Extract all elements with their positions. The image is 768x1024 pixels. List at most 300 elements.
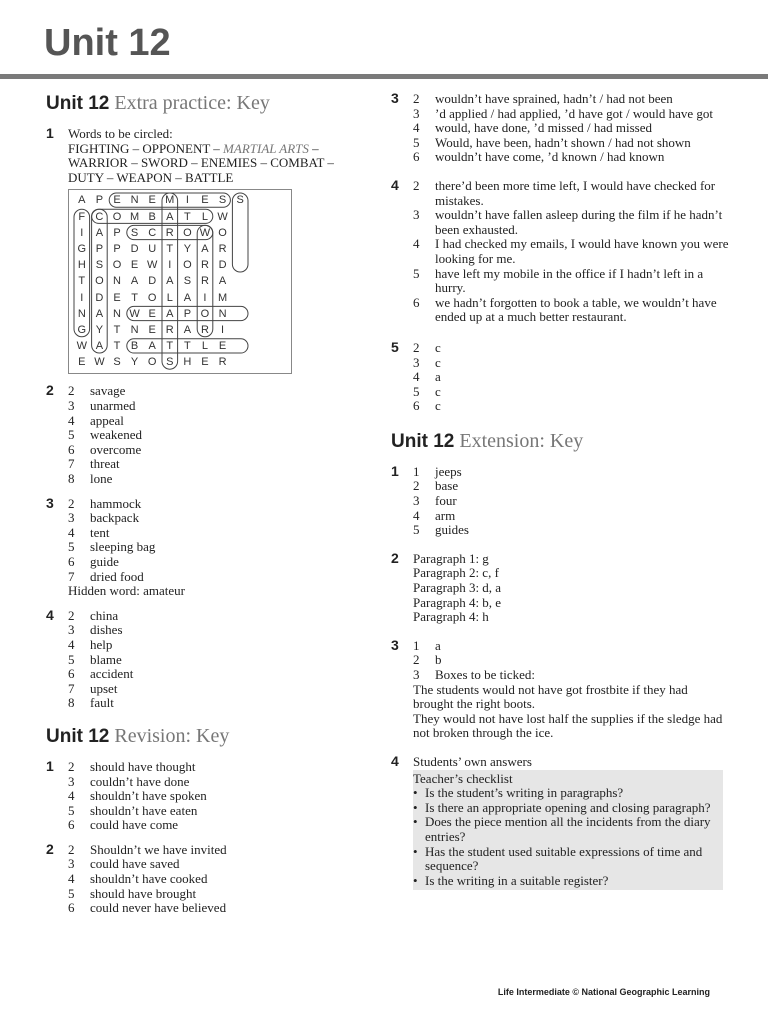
item-number: 4 (413, 236, 420, 252)
grid-letter: P (95, 242, 104, 255)
item-number: 1 (413, 463, 420, 479)
ex4-intro: Students’ own answers (413, 753, 532, 769)
extra-practice-ex2 (46, 384, 356, 486)
grid-letter: N (130, 194, 139, 207)
item-number: 6 (68, 441, 75, 457)
answer-item (68, 428, 356, 443)
checklist-text: Has the student used suitable expressions of time and sequence? (425, 843, 703, 874)
item-number: 3 (68, 398, 75, 414)
answer-list (413, 179, 731, 325)
extension-ex3 (391, 636, 731, 741)
item-answer: should have brought (90, 885, 197, 901)
item-answer: blame (90, 651, 122, 667)
item-answer: would, have done, ’d missed / had missed (435, 120, 652, 136)
grid-letter: A (166, 307, 174, 320)
exercise-number: 4 (391, 176, 399, 193)
grid-letter: W (129, 307, 140, 320)
grid-letter: L (201, 210, 209, 223)
grid-row (73, 354, 291, 370)
grid-letter: G (77, 242, 87, 255)
grid-letter: W (94, 356, 105, 369)
item-number: 3 (413, 493, 420, 509)
footer-credit: Life Intermediate © National Geographic Learning (497, 987, 710, 997)
item-answer: c (435, 398, 441, 414)
checklist-text: Does the piece mention all the incidents from the diary entries? (425, 814, 711, 844)
answer-item (68, 384, 356, 399)
extension-ex4 (391, 752, 731, 890)
item-answer: Boxes to be ticked: (435, 667, 536, 682)
grid-letter: E (78, 356, 86, 369)
item-number: 7 (68, 680, 75, 696)
item-answer: unarmed (90, 398, 136, 414)
answer-item (413, 107, 731, 122)
grid-letter: T (113, 323, 121, 336)
bullet-icon: • (413, 785, 418, 801)
item-answer: b (435, 652, 442, 668)
answer-item (413, 668, 731, 683)
answer-item (68, 804, 356, 819)
answer-line: Paragraph 3: d, a (413, 580, 502, 596)
item-number: 5 (413, 265, 420, 281)
grid-letter: I (185, 194, 189, 207)
answer-line: The students would not have got frostbite if they had brought the right boots. (413, 681, 688, 712)
ex1-words-line3: DUTY – WEAPON – BATTLE (68, 169, 234, 185)
grid-letter: A (183, 291, 192, 304)
item-number: 4 (413, 120, 420, 136)
grid-letter: O (95, 275, 104, 288)
answer-item (413, 237, 731, 266)
item-answer: couldn’t have done (90, 773, 190, 789)
item-number: 5 (68, 885, 75, 901)
checklist-item (413, 845, 719, 874)
grid-letter: A (130, 275, 139, 288)
grid-letter: E (113, 291, 121, 304)
item-number: 3 (413, 667, 420, 682)
grid-letter: D (130, 242, 139, 255)
item-answer: Shouldn’t we have invited (90, 841, 227, 857)
item-number: 4 (68, 524, 75, 540)
grid-letter: T (166, 242, 174, 255)
grid-letter: O (218, 226, 227, 239)
words-text: – (308, 140, 319, 156)
grid-letter: M (129, 210, 140, 223)
grid-letter: W (199, 226, 211, 239)
extra-practice-ex3 (46, 494, 356, 599)
grid-letter: O (183, 259, 192, 272)
answer-item (68, 843, 356, 858)
grid-letter: E (148, 194, 156, 207)
answer-item (413, 136, 731, 151)
item-number: 6 (68, 817, 75, 833)
answer-list (68, 497, 356, 585)
grid-letter: S (166, 356, 174, 369)
ex1-intro: Words to be circled: (68, 126, 173, 141)
grid-letter: W (76, 340, 87, 353)
item-number: 3 (68, 622, 75, 638)
exercise-number: 1 (46, 125, 54, 141)
item-number: 6 (68, 553, 75, 569)
grid-letter: G (77, 323, 87, 336)
grid-letter: R (200, 275, 209, 288)
grid-letter: I (80, 291, 84, 304)
grid-letter: E (148, 323, 156, 336)
item-answer: weakened (90, 427, 142, 443)
answer-line: They would not have lost half the supplies if the sledge had not broken through the ice. (413, 710, 723, 741)
grid-letter: B (148, 210, 156, 223)
item-number: 4 (413, 369, 420, 385)
exercise-number: 4 (391, 752, 399, 769)
grid-letter: D (95, 291, 104, 304)
page-title: Unit 12 (44, 22, 171, 64)
grid-letter: S (130, 226, 139, 239)
revision-heading (46, 725, 356, 748)
item-number: 5 (68, 427, 75, 443)
answer-item (413, 465, 731, 480)
grid-letter: P (95, 194, 104, 207)
item-number: 6 (413, 398, 420, 414)
grid-row (73, 257, 291, 273)
answer-list (413, 639, 731, 683)
grid-letter: E (218, 340, 227, 353)
item-answer: should have thought (90, 758, 196, 774)
grid-letter: T (166, 340, 174, 353)
words-text: FIGHTING – OPPONENT – (68, 140, 224, 156)
item-number: 7 (68, 456, 75, 472)
item-number: 2 (68, 758, 75, 774)
checklist-text: Is the writing in a suitable register? (425, 872, 609, 888)
answer-list (68, 760, 356, 833)
header-rule (0, 74, 768, 79)
grid-row (73, 225, 291, 241)
answer-item (413, 523, 731, 538)
grid-letter: W (217, 210, 228, 223)
grid-letter: O (147, 291, 157, 304)
exercise-number: 4 (46, 606, 54, 623)
item-number: 8 (68, 471, 75, 486)
answer-item (68, 638, 356, 653)
answer-item (68, 443, 356, 458)
bullet-icon: • (413, 843, 418, 859)
grid-letter: S (236, 194, 244, 207)
answer-item (68, 682, 356, 697)
answer-item (413, 341, 731, 356)
item-answer: Would, have been, hadn’t shown / had not shown (435, 134, 691, 150)
answer-item (68, 540, 356, 555)
grid-letter: T (183, 340, 191, 353)
exercise-number: 3 (46, 494, 54, 511)
extra-practice-heading (46, 92, 356, 115)
answer-list (413, 465, 731, 538)
revision-ex1 (46, 757, 356, 833)
grid-letter: A (95, 307, 104, 320)
exercise-number: 3 (391, 636, 399, 653)
extension-ex1 (391, 462, 731, 538)
item-number: 8 (68, 695, 75, 711)
item-number: 3 (413, 105, 420, 121)
item-answer: shouldn’t have eaten (90, 802, 198, 818)
item-answer: I had checked my emails, I would have known you were looking for me. (435, 236, 729, 266)
wordsearch-grid (68, 189, 292, 374)
item-answer: shouldn’t have spoken (90, 788, 207, 804)
heading-unit: Unit 12 (46, 93, 110, 114)
grid-letter: O (112, 259, 122, 272)
exercise-number: 3 (391, 90, 399, 106)
grid-letter: A (201, 242, 209, 255)
answer-item (68, 818, 356, 833)
answer-lines (413, 683, 731, 741)
extra-practice-ex1 (46, 127, 356, 374)
answer-item (413, 494, 731, 509)
item-answer: there’d been more time left, I would have checked for mistakes. (435, 177, 716, 208)
item-number: 4 (68, 636, 75, 652)
heading-unit: Unit 12 (46, 725, 110, 747)
grid-letter: D (218, 259, 227, 272)
item-number: 2 (413, 177, 420, 193)
grid-row (73, 338, 291, 354)
left-column (46, 92, 356, 926)
grid-letter: E (113, 194, 121, 207)
grid-letter: A (95, 226, 104, 239)
answer-item (68, 857, 356, 872)
item-answer: could never have believed (90, 900, 227, 916)
bullet-icon: • (413, 814, 418, 830)
answer-item (68, 526, 356, 541)
item-number: 4 (68, 871, 75, 887)
grid-letter: A (166, 210, 174, 223)
answer-item (68, 775, 356, 790)
item-answer: guide (90, 553, 119, 569)
item-number: 1 (413, 637, 420, 653)
grid-letter: P (113, 242, 121, 255)
item-answer: help (90, 636, 113, 652)
item-number: 4 (68, 788, 75, 804)
item-number: 5 (68, 802, 75, 818)
answer-item (68, 887, 356, 902)
item-answer: overcome (90, 441, 142, 457)
item-answer: hammock (90, 495, 142, 511)
answer-item (68, 667, 356, 682)
item-number: 2 (68, 383, 75, 399)
item-answer: have left my mobile in the office if I hadn’t left in a hurry. (435, 265, 704, 296)
item-number: 2 (413, 652, 420, 668)
heading-unit: Unit 12 (391, 430, 455, 452)
item-answer: tent (90, 524, 110, 540)
checklist-item (413, 815, 719, 844)
revision-ex3 (391, 92, 731, 165)
item-number: 5 (413, 134, 420, 150)
item-answer: c (435, 383, 441, 399)
item-number: 5 (68, 651, 75, 667)
checklist-text: Is there an appropriate opening and closing paragraph? (425, 799, 711, 815)
heading-title: Extra practice: Key (114, 92, 270, 114)
grid-row (73, 192, 291, 208)
item-answer: c (435, 354, 441, 370)
bullet-icon: • (413, 872, 418, 888)
grid-letter: S (183, 275, 192, 288)
answer-item (68, 472, 356, 487)
extra-practice-ex4 (46, 606, 356, 711)
item-answer: c (435, 339, 441, 355)
grid-letter: M (165, 194, 175, 207)
answer-list (68, 843, 356, 916)
grid-letter: E (201, 356, 209, 369)
answer-item (413, 208, 731, 237)
grid-letter: P (113, 226, 121, 239)
exercise-number: 5 (391, 338, 399, 355)
answer-item (413, 179, 731, 208)
item-answer: savage (90, 383, 126, 399)
ex1-words-line2: WARRIOR – SWORD – ENEMIES – COMBAT – (68, 155, 334, 171)
heading-title: Extension: Key (459, 429, 584, 452)
answer-line: Paragraph 2: c, f (413, 565, 499, 581)
item-answer: guides (435, 522, 469, 538)
item-number: 6 (68, 666, 75, 682)
item-number: 2 (413, 91, 420, 106)
grid-letter: T (78, 275, 86, 288)
answer-item (68, 457, 356, 472)
grid-letter: Y (183, 242, 192, 255)
answer-item (413, 479, 731, 494)
checklist-text: Is the student’s writing in paragraphs? (425, 785, 624, 801)
grid-letter: A (183, 323, 192, 336)
grid-letter: H (77, 259, 86, 272)
answer-item (413, 121, 731, 136)
revision-ex5 (391, 338, 731, 414)
answer-line: Paragraph 1: g (413, 550, 489, 566)
item-answer: shouldn’t have cooked (90, 871, 208, 887)
item-number: 2 (68, 607, 75, 623)
answer-item (413, 399, 731, 414)
item-answer: appeal (90, 412, 124, 428)
answer-item (413, 267, 731, 296)
item-answer: ’d applied / had applied, ’d have got / would have got (435, 105, 713, 121)
grid-letter: C (95, 210, 104, 223)
item-answer: a (435, 637, 441, 653)
grid-row (73, 273, 291, 289)
grid-letter: O (147, 356, 157, 369)
item-answer: could have come (90, 817, 179, 833)
exercise-number: 2 (46, 840, 54, 857)
grid-letter: O (112, 210, 122, 223)
grid-letter: B (130, 340, 139, 353)
grid-letter: T (183, 210, 191, 223)
answer-item (68, 696, 356, 711)
grid-letter: P (183, 307, 192, 320)
item-number: 2 (413, 478, 420, 494)
item-answer: a (435, 369, 441, 385)
answer-item (413, 356, 731, 371)
item-answer: sleeping bag (90, 539, 156, 555)
revision-ex4 (391, 176, 731, 325)
grid-letter: R (218, 356, 227, 369)
grid-letter: I (168, 259, 172, 272)
item-answer: base (435, 478, 459, 494)
grid-letter: A (95, 340, 104, 353)
grid-letter: T (131, 291, 138, 304)
item-number: 3 (68, 510, 75, 526)
grid-letter: R (165, 323, 174, 336)
grid-row (73, 306, 291, 322)
grid-letter: S (113, 356, 121, 369)
item-number: 6 (413, 294, 420, 310)
grid-letter: A (78, 194, 86, 207)
item-number: 3 (68, 856, 75, 872)
item-answer: dried food (90, 568, 144, 584)
revision-ex2 (46, 840, 356, 916)
answer-list (413, 341, 731, 414)
item-number: 2 (68, 495, 75, 511)
grid-letter: I (221, 323, 225, 336)
item-answer: jeeps (435, 463, 462, 479)
hidden-word: Hidden word: amateur (68, 583, 185, 599)
item-number: 5 (413, 522, 420, 538)
answer-item (68, 497, 356, 512)
answer-item (413, 370, 731, 385)
item-number: 3 (413, 354, 420, 370)
answer-item (68, 872, 356, 887)
item-number: 6 (413, 149, 420, 165)
answer-item (68, 623, 356, 638)
exercise-number: 1 (46, 757, 54, 774)
grid-row (73, 290, 291, 306)
grid-letter: Y (95, 323, 104, 336)
grid-letter: W (146, 259, 158, 272)
answer-item (413, 150, 731, 165)
item-number: 3 (68, 773, 75, 789)
exercise-number: 1 (391, 462, 399, 479)
grid-letter: Y (130, 356, 139, 369)
item-answer: upset (90, 680, 118, 696)
grid-row (73, 322, 291, 338)
item-number: 5 (68, 539, 75, 555)
grid-letter: A (148, 340, 156, 353)
grid-letter: L (201, 340, 209, 353)
item-number: 3 (413, 207, 420, 223)
item-answer: backpack (90, 510, 140, 526)
item-number: 4 (413, 507, 420, 523)
answer-item (413, 509, 731, 524)
item-answer: wouldn’t have fallen asleep during the film if he hadn’t been exhausted. (435, 207, 723, 237)
grid-row (73, 209, 291, 225)
item-answer: wouldn’t have sprained, hadn’t / had not been (435, 91, 673, 106)
item-answer: could have saved (90, 856, 180, 872)
answer-item (68, 760, 356, 775)
item-answer: wouldn’t have come, ’d known / had known (435, 149, 665, 165)
grid-letter: O (183, 226, 192, 239)
grid-letter: R (165, 226, 174, 239)
item-number: 6 (68, 900, 75, 916)
answer-item (68, 609, 356, 624)
grid-letter: R (200, 323, 209, 336)
item-answer: accident (90, 666, 134, 682)
answer-item (68, 901, 356, 916)
grid-letter: I (203, 291, 207, 304)
answer-item (413, 639, 731, 654)
answer-item (413, 653, 731, 668)
checklist-title: Teacher’s checklist (413, 770, 513, 786)
grid-letter: S (95, 259, 104, 272)
answer-item (68, 511, 356, 526)
answer-line: Paragraph 4: b, e (413, 594, 502, 610)
checklist-item (413, 786, 719, 801)
grid-letter: F (78, 210, 86, 223)
grid-letter: R (200, 259, 209, 272)
words-italic: MARTIAL ARTS (223, 140, 309, 156)
answer-item (413, 385, 731, 400)
item-answer: fault (90, 695, 114, 711)
grid-letter: U (148, 242, 157, 255)
teacher-checklist (413, 770, 723, 891)
